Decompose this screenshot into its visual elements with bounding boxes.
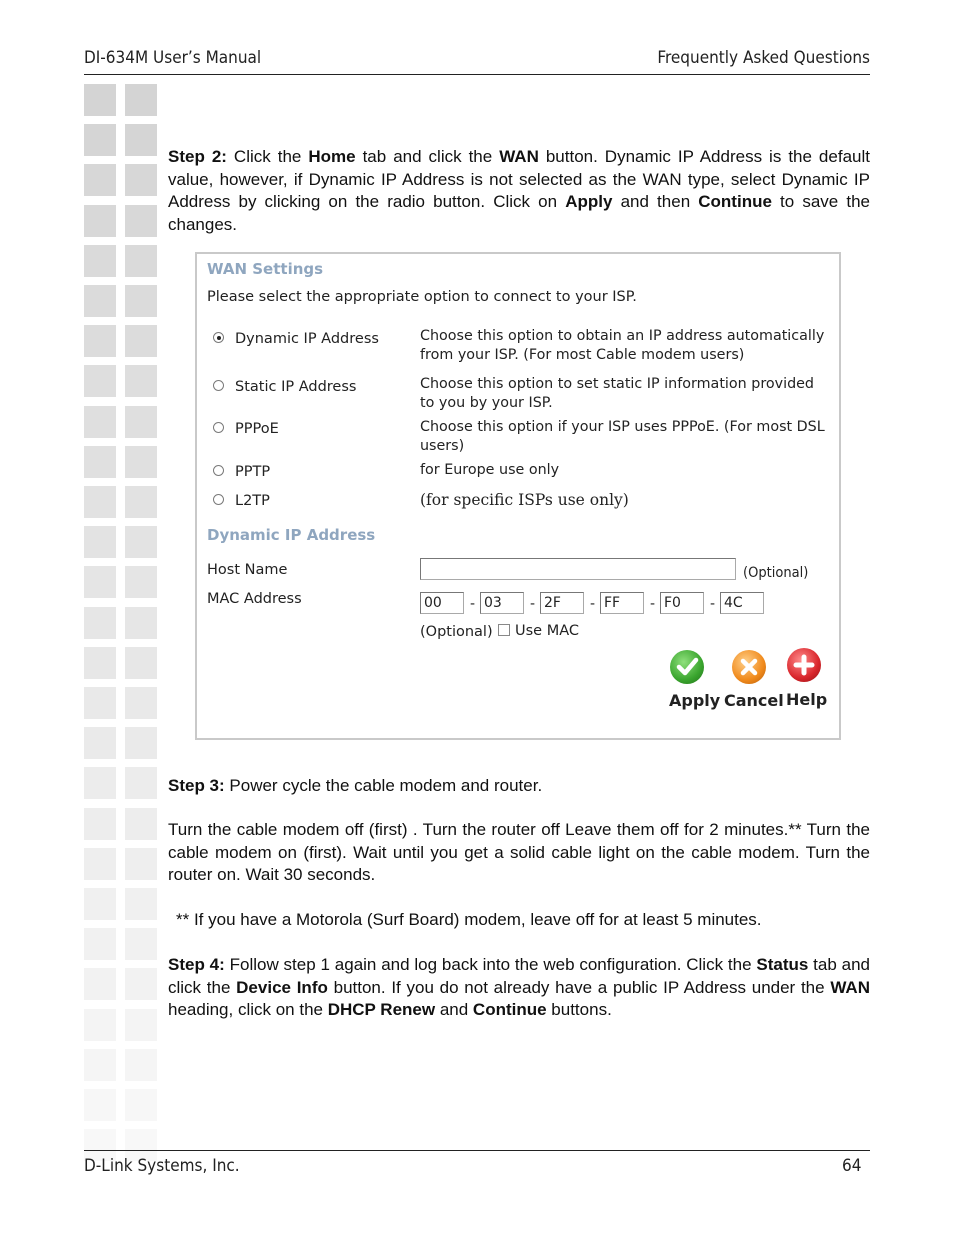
step3-paragraph xyxy=(168,775,870,798)
option-description: Choose this option if your ISP uses PPPoE. (For most DSL users) xyxy=(420,419,825,454)
cancel-x-icon xyxy=(732,650,766,684)
radio-l2tp[interactable] xyxy=(213,494,224,505)
decorative-square xyxy=(125,566,157,598)
decorative-square xyxy=(84,84,116,116)
step4-paragraph xyxy=(168,954,870,1022)
decorative-square xyxy=(125,968,157,1000)
radio-dynamic-ip[interactable] xyxy=(213,332,224,343)
decorative-square xyxy=(125,285,157,317)
option-description: Choose this option to obtain an IP address automatically from your ISP. (For most Cable modem users) xyxy=(420,328,825,363)
mac-optional: (Optional) xyxy=(420,624,493,640)
decorative-square xyxy=(84,1009,116,1041)
step2-continue: Continue xyxy=(698,192,772,212)
option-label: Dynamic IP Address xyxy=(235,331,379,347)
decorative-square xyxy=(125,446,157,478)
option-label: PPTP xyxy=(235,464,271,480)
mac-octet-input[interactable] xyxy=(420,592,464,614)
radio-pppoe[interactable] xyxy=(213,422,224,433)
plus-icon xyxy=(787,648,821,682)
step4-device-info: Device Info xyxy=(236,977,328,997)
step4-label: Step 4: xyxy=(168,955,225,974)
decorative-square xyxy=(125,727,157,759)
host-name-input[interactable] xyxy=(420,558,736,580)
step3-text: Power cycle the cable modem and router. xyxy=(224,776,543,795)
use-mac-label: Use MAC xyxy=(515,623,579,639)
decorative-square xyxy=(84,325,116,357)
decorative-square xyxy=(125,808,157,840)
decorative-square xyxy=(125,1049,157,1081)
decorative-square xyxy=(125,1089,157,1121)
use-mac-checkbox[interactable] xyxy=(498,624,510,636)
decorative-square xyxy=(84,1089,116,1121)
mac-address-label: MAC Address xyxy=(207,591,302,607)
step4-text: heading, click on the xyxy=(168,1000,328,1020)
decorative-square xyxy=(125,607,157,639)
check-icon xyxy=(670,650,704,684)
decorative-square xyxy=(84,406,116,438)
decorative-square xyxy=(125,124,157,156)
section-title: Frequently Asked Questions xyxy=(657,48,870,68)
motorola-note: ** If you have a Motorola (Surf Board) modem, leave off for at least 5 minutes. xyxy=(176,910,762,929)
decorative-square xyxy=(125,486,157,518)
decorative-square xyxy=(125,1009,157,1041)
option-label: PPPoE xyxy=(235,421,279,437)
step4-wan: WAN xyxy=(830,977,870,997)
decorative-square xyxy=(84,928,116,960)
dynamic-ip-section-title: Dynamic IP Address xyxy=(207,526,376,544)
radio-static-ip[interactable] xyxy=(213,380,224,391)
radio-pptp[interactable] xyxy=(213,465,224,476)
decorative-square xyxy=(125,84,157,116)
power-cycle-paragraph: Turn the cable modem off (first) . Turn the router off Leave them off for 2 minutes.** Turn the cable modem on (first). Wait until you get a solid cable light on the cable modem. Turn the router on. Wait 30 seconds. xyxy=(168,820,870,885)
step2-text: tab and click the xyxy=(355,147,500,166)
decorative-square-column xyxy=(84,84,160,1150)
mac-separator: - xyxy=(650,596,656,612)
decorative-square xyxy=(84,566,116,598)
decorative-square xyxy=(84,727,116,759)
step2-apply: Apply xyxy=(565,192,613,212)
step4-text: buttons. xyxy=(546,1000,612,1020)
decorative-square xyxy=(84,164,116,196)
page-number: 64 xyxy=(842,1156,862,1176)
step4-continue: Continue xyxy=(472,1000,547,1020)
mac-octet-input[interactable] xyxy=(540,592,584,614)
step2-wan: WAN xyxy=(499,147,539,166)
wan-settings-title: WAN Settings xyxy=(207,260,324,278)
decorative-square xyxy=(84,526,116,558)
step2-text: Click the xyxy=(226,147,309,166)
mac-octet-input[interactable] xyxy=(480,592,524,614)
decorative-square xyxy=(125,767,157,799)
decorative-square xyxy=(84,848,116,880)
decorative-square xyxy=(125,406,157,438)
wan-settings-panel xyxy=(195,252,841,740)
decorative-square xyxy=(84,767,116,799)
help-label: Help xyxy=(786,690,828,709)
decorative-square xyxy=(125,205,157,237)
step4-text: button. If you do not already have a public IP Address under the xyxy=(327,977,831,997)
decorative-square xyxy=(84,607,116,639)
decorative-square xyxy=(84,1049,116,1081)
decorative-square xyxy=(84,285,116,317)
decorative-square xyxy=(125,245,157,277)
decorative-square xyxy=(125,325,157,357)
mac-octet-input[interactable] xyxy=(720,592,764,614)
decorative-square xyxy=(84,365,116,397)
option-description: Choose this option to set static IP information provided to you by your ISP. xyxy=(420,376,815,411)
mac-separator: - xyxy=(470,596,476,612)
decorative-square xyxy=(125,848,157,880)
step4-status: Status xyxy=(756,955,809,974)
decorative-square xyxy=(125,365,157,397)
step4-text: Follow step 1 again and log back into the web configuration. Click the xyxy=(224,955,757,974)
step4-dhcp-renew: DHCP Renew xyxy=(327,1000,436,1020)
decorative-square xyxy=(84,687,116,719)
mac-octet-input[interactable] xyxy=(660,592,704,614)
decorative-square xyxy=(84,808,116,840)
decorative-square xyxy=(125,888,157,920)
decorative-square xyxy=(84,486,116,518)
wan-intro-text: Please select the appropriate option to connect to your ISP. xyxy=(207,289,637,305)
step2-paragraph xyxy=(168,146,870,237)
decorative-square xyxy=(84,205,116,237)
mac-octet-input[interactable] xyxy=(600,592,644,614)
step2-text: to save the changes. xyxy=(168,192,871,235)
step4-text: tab and click the xyxy=(168,955,870,997)
footer-rule xyxy=(84,1150,870,1151)
decorative-square xyxy=(84,245,116,277)
decorative-square xyxy=(84,647,116,679)
option-label: L2TP xyxy=(235,493,270,509)
apply-label: Apply xyxy=(669,691,721,710)
mac-separator: - xyxy=(590,596,596,612)
decorative-square xyxy=(125,647,157,679)
host-name-optional: (Optional) xyxy=(743,565,809,581)
mac-separator: - xyxy=(530,596,536,612)
apply-check-icon xyxy=(670,650,704,684)
header-rule xyxy=(84,74,870,75)
decorative-square xyxy=(125,526,157,558)
decorative-square xyxy=(84,888,116,920)
decorative-square xyxy=(125,687,157,719)
decorative-square xyxy=(84,968,116,1000)
option-description: (for specific ISPs use only) xyxy=(420,491,629,509)
mac-separator: - xyxy=(710,596,716,612)
close-icon xyxy=(732,650,766,684)
decorative-square xyxy=(84,124,116,156)
step2-text: and then xyxy=(612,192,699,212)
help-plus-icon xyxy=(787,648,821,682)
decorative-square xyxy=(84,446,116,478)
step2-label: Step 2: xyxy=(168,147,227,166)
option-label: Static IP Address xyxy=(235,379,357,395)
manual-title: DI-634M User’s Manual xyxy=(84,48,262,68)
step2-home: Home xyxy=(308,147,356,166)
step2-text: button. Dynamic IP Address is the default value, however, if Dynamic IP Address is not selected as the WAN type, select Dynamic IP Address by clicking on the radio button. Click on xyxy=(168,147,870,212)
decorative-square xyxy=(125,164,157,196)
option-description: for Europe use only xyxy=(420,462,560,478)
cancel-label: Cancel xyxy=(724,691,784,710)
decorative-square xyxy=(125,928,157,960)
step3-label: Step 3: xyxy=(168,776,225,795)
step4-text: and xyxy=(435,1000,473,1020)
host-name-label: Host Name xyxy=(207,562,288,578)
company-name: D-Link Systems, Inc. xyxy=(84,1156,240,1176)
